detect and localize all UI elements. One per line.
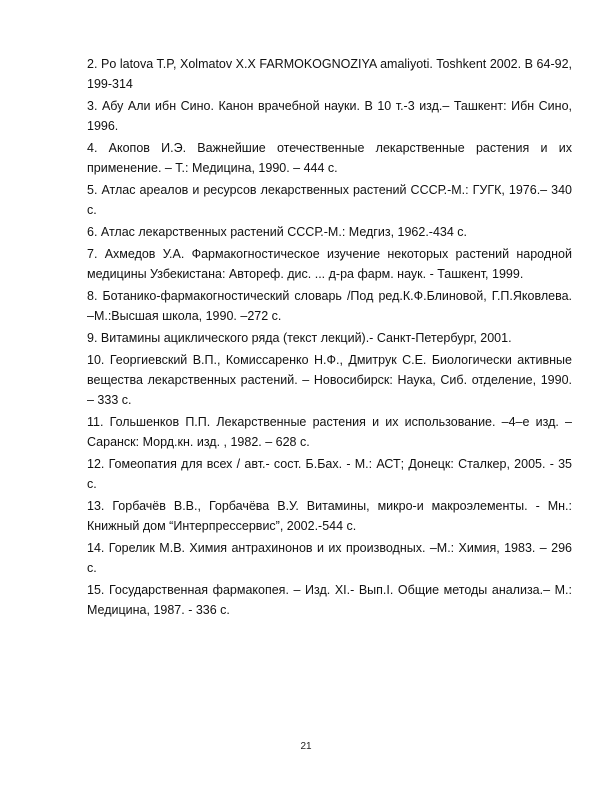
reference-item-12: 12. Гомеопатия для всех / авт.- сост. Б.Бах. - М.: АСТ; Донецк: Сталкер, 2005. - 35 с.: [87, 457, 572, 491]
reference-item-4: 4. Акопов И.Э. Важнейшие отечественные лекарственные растения и их применение. – Т.: Медицина, 1990. – 444 с.: [87, 141, 572, 175]
reference-item-15: 15. Государственная фармакопея. – Изд. XI.- Вып.I. Общие методы анализа.– М.: Медицина, 1987. - 336 с.: [87, 583, 572, 617]
reference-list: [87, 54, 572, 622]
reference-item-5: 5. Атлас ареалов и ресурсов лекарственных растений СССР.-М.: ГУГК, 1976.– 340 с.: [87, 183, 572, 217]
reference-item-13: 13. Горбачёв В.В., Горбачёва В.У. Витамины, микро-и макроэлементы. - Мн.: Книжный дом “Интерпрессервис”, 2002.-544 с.: [87, 499, 572, 533]
reference-item-14: 14. Горелик М.В. Химия антрахинонов и их производных. –М.: Химия, 1983. – 296 с.: [87, 541, 572, 575]
reference-item-2: 2. Po latova T.P, Xolmatov X.X FARMOKOGNOZIYA amaliyoti. Toshkent 2002. B 64-92, 199-314: [87, 57, 572, 91]
reference-item-9: 9. Витамины ациклического ряда (текст лекций).- Санкт-Петербург, 2001.: [87, 331, 512, 345]
reference-item-10: 10. Георгиевский В.П., Комиссаренко Н.Ф., Дмитрук С.Е. Биологически активные вещества лекарственных растений. – Новосибирск: Наука, Сиб. отделение, 1990. – 333 с.: [87, 353, 572, 407]
page-number: 21: [300, 741, 312, 752]
reference-item-8: 8. Ботанико-фармакогностический словарь /Под ред.К.Ф.Блиновой, Г.П.Яковлева. –М.:Высшая школа, 1990. –272 с.: [87, 289, 572, 323]
reference-item-3: 3. Абу Али ибн Сино. Канон врачебной науки. В 10 т.-3 изд.– Ташкент: Ибн Сино, 1996.: [87, 99, 572, 133]
reference-item-6: 6. Атлас лекарственных растений СССР.-М.: Медгиз, 1962.-434 с.: [87, 225, 468, 239]
reference-item-7: 7. Ахмедов У.А. Фармакогностическое изучение некоторых растений народной медицины Узбекистана: Автореф. дис. ... д-ра фарм. наук. - Ташкент, 1999.: [87, 247, 572, 281]
reference-item-11: 11. Гольшенков П.П. Лекарственные растения и их использование. –4–е изд. – Саранск: Морд.кн. изд. , 1982. – 628 с.: [87, 415, 572, 449]
